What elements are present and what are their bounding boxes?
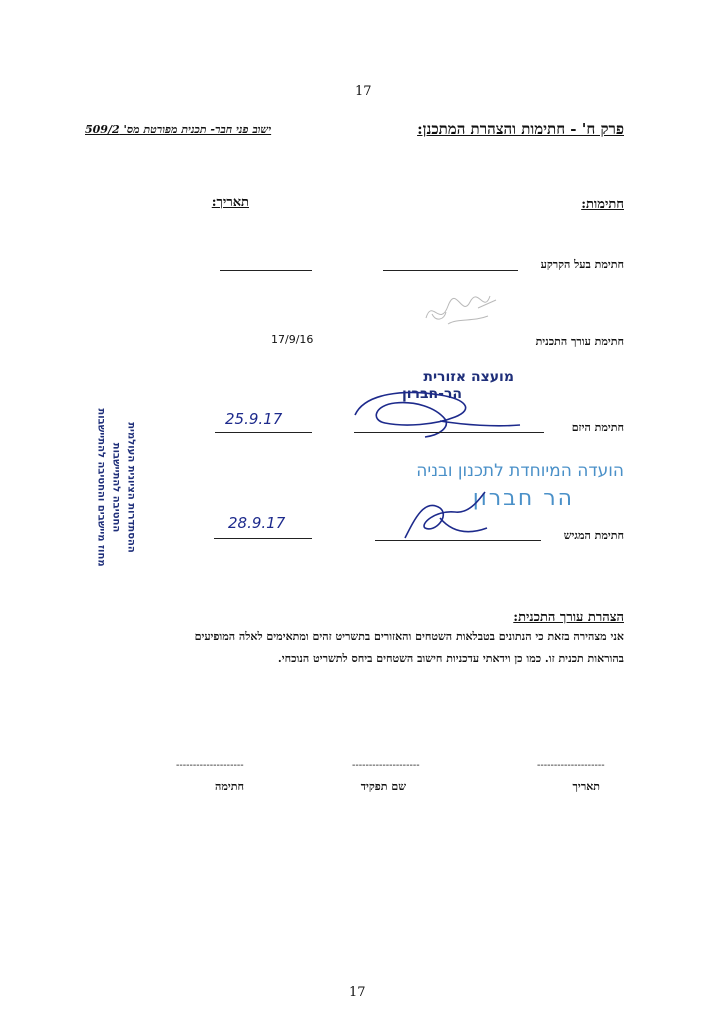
date-dash-line[interactable]: -------------------- [537,760,605,771]
section-title: פרק ח' - חתימות והצהרת המתכנן: [417,120,624,138]
initiator-signature-line[interactable] [354,432,544,433]
plan-reference: ישוב פני חבר- תכנית מפורטת מס' 509/2 [85,123,272,136]
initiator-date-line[interactable] [215,432,312,433]
vertical-stamp-line1: ההסתדרות הציונית העולמית [125,422,137,553]
owner-date-line[interactable] [220,270,312,271]
signature-dash-line[interactable]: -------------------- [176,760,244,771]
vertical-stamp [95,408,166,572]
footer-signature-label: חתימה [215,780,244,793]
initiator-signature-scribble [345,385,525,445]
scribble-stroke [426,296,496,324]
planner-signature-scribble [418,288,508,336]
committee-stamp-line2: הר חברון [472,486,574,511]
footer-name-role-label: שם תפקיד [360,780,406,793]
footer-date-label: תאריך [572,780,600,793]
date-title: תאריך: [211,195,249,210]
regional-council-stamp-line2: הר-חברון [401,386,462,402]
vertical-stamp-line3: מחוז מיישבים והחטיבה להתיישבות [95,408,107,567]
planner-date: 17/9/16 [271,333,314,346]
owner-signature-line[interactable] [383,270,518,271]
signatures-title: חתימות: [581,197,624,212]
declaration-line2: בהוראות תכנית זו. כמו כן וידאתי עדכניות חישוב השטחים ביחס לתשריט הנוכחי. [277,652,624,665]
initiator-date: 25.9.17 [225,410,283,428]
submitter-signature-line[interactable] [375,540,541,541]
initiator-signature-label: חתימת היזם [571,421,624,434]
planner-signature-label: חתימת עורך התכנית [535,335,624,348]
page-number-top: 17 [355,84,372,99]
submitter-signature-label: חתימת המגיש [563,529,624,542]
page-number-bottom: 17 [349,985,366,1000]
regional-council-stamp-line1: מועצה אזורית [423,369,514,385]
submitter-date: 28.9.17 [228,514,286,532]
submitter-scribble-stroke [405,492,487,538]
committee-stamp-line1: הועדה המיוחדת לתכנון ובניה [416,461,624,481]
declaration-title: הצהרת עורך התכנית: [513,610,624,625]
vertical-stamp-line2: החטיבה להתיישבות [110,442,122,533]
owner-signature-label: חתימת בעל הקרקע [540,258,624,271]
initiator-scribble-stroke [355,392,520,437]
submitter-date-line[interactable] [214,538,312,539]
declaration-line1: אני מצהירה בזאת כי הנתונים בטבלאות השטחים והאזורים בתשריט זהים ומתאימים לאלה המופיעים [194,630,624,643]
submitter-signature-scribble [395,488,495,548]
name-role-dash-line[interactable]: -------------------- [352,760,420,771]
